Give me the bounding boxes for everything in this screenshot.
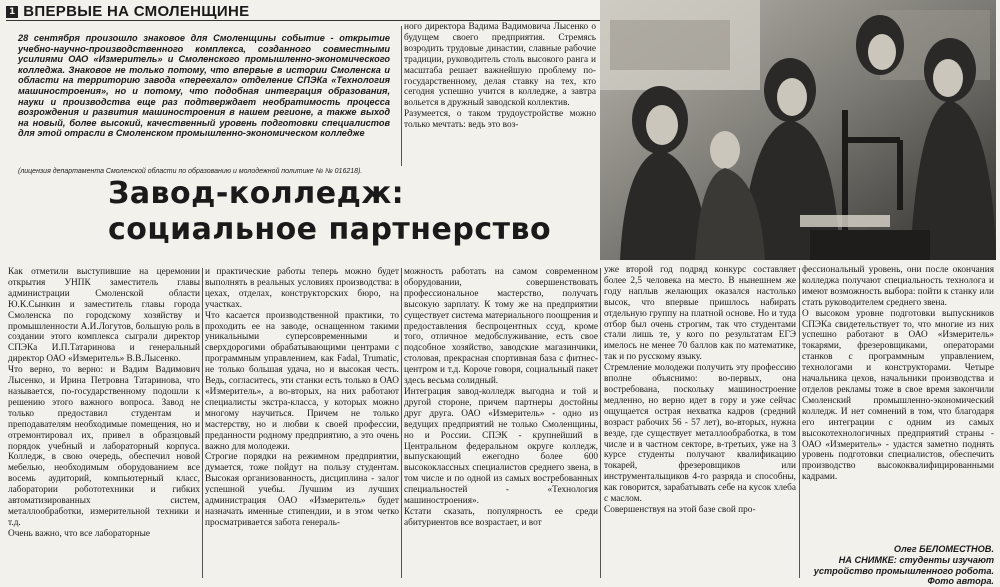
rubric-bar — [6, 3, 600, 21]
article-column-3: можность работать на самом современном оборудовании, совершенствовать профессиональное мастерство, получать высокую зарплату. К тому же на предприятии существует система материального поощрения и предоставления беспроцентных ссуд, кроме того, отличное медобслуживание, есть свое подсобное хозяйство, заводские магазинчики, столовая, прекрасная спортивная база с фитнес-центром и т.д. Короче говоря, социальный пакет здесь весьма солидный. Интеграция завод-колледж выгодна и той и другой стороне, причем партнеры достойны друг друга. ОАО «Измеритель» - одно из ведущих предприятий не только Смоленщины, но и России. СПЭК - крупнейший в Центральном федеральном округе колледж, выпускающий ежегодно более 600 высококлассных специалистов среднего звена, в том числе и по одной из самых востребованных специальностей - «Технология машиностроения». Кстати сказать, популярность ее среди абитуриентов все возрастает, и вот — [404, 267, 598, 528]
photo-credit: Фото автора. — [927, 576, 994, 587]
article-column-5: фессиональный уровень, они после окончания колледжа получают специальность технолога и имеют возможность выбора: пойти к станку или стать руководителем среднего звена. О высоком уровне подготовки выпускников СПЭКа свидетельствует то, что многие из них успешно работают в ОАО «Измеритель» токарями, фрезеровщиками, операторами станков с программным управлением, технологами и конструкторами. Четыре начальника цехов, начальники производства и отделов рекламы тоже в свое время закончили Смоленский промышленно-экономический колледж. И нет сомнений в том, что благодаря его интеграции с одним из самых высокотехнологичных предприятий страны - ОАО «Измеритель» - удастся заметно поднять уровень подготовки специалистов, обеспечить производство высококвалифицированными кадрами. — [802, 265, 994, 483]
article-signature — [778, 544, 994, 587]
license-note: (лицензия департамента Смоленской области по образованию и молодежной политике № № 016218). — [18, 168, 363, 175]
article-photo — [600, 0, 996, 260]
column-divider — [202, 268, 203, 578]
headline — [108, 176, 588, 248]
column-divider — [401, 268, 402, 578]
article-column-1: Как отметили выступившие на церемонии открытия УНПК заместитель главы администрации Смоленской области Ю.К.Сынкин и заместитель главы города Смоленска по городскому хозяйству и промышленности А.И.Логутов, большую роль в создании этого комплекса сыграли директор СПЭКа И.П.Татаринова и генеральный директор ОАО «Измеритель» В.В.Лысенко. Что верно, то верно: и Вадим Вадимович Лысенко, и Ирина Петровна Татаринова, что называется, по-государственному подошли к решению этого важного вопроса. Завод не только предоставил студентам и преподавателям необходимые помещения, но и отремонтировал их, привел в образцовый порядок учебный и лабораторный корпуса. Колледж, в свою очередь, обеспечил новой мебелью, необходимым оборудованием все восемь аудиторий, компьютерный класс, лаборатории робототехники и гибких автоматизированных систем, металлообработки, измерительной техники и т.д. Очень важно, что все лабораторные — [8, 267, 200, 539]
article-column-4: уже второй год подряд конкурс составляет более 2,5 человека на место. В нынешнем же году наплыв желающих оказался настолько высок, что впервые пришлось набирать отдельную группу на платной основе. Но и туда отбор был очень строгим, так что студентами стали лишь те, у кого по результатам ЕГЭ имелось не менее 70 баллов как по математике, так и по русскому языку. Стремление молодежи получить эту профессию вполне объяснимо: во-первых, она востребована, поскольку машиностроение медленно, но верно идет в гору и уже сейчас ощущается острая нехватка кадров (средний возраст рабочих 56 - 57 лет), во-вторых, нужна везде, где существует металлообработка, в том числе и в частном секторе, в-третьих, уже на 3 курсе студенты получают квалификацию токарей, фрезеровщиков или инструментальщиков 4-го разряда и способны, как говорится, зарабатывать себе на кусок хлеба с маслом. Совершенствуя на этой базе свой про- — [604, 265, 796, 515]
headline-line-1: Завод-колледж: — [108, 176, 405, 211]
lead-paragraph: 28 сентября произошло знаковое для Смоленщины событие - открытие учебно-научно-производственного комплекса, созданного совместными усилиями ОАО «Измеритель» и Смоленского промышленно-экономического колледжа. Знаковое не только потому, что впервые в истории Смоленска и области на территорию завода «переехало» отделение СПЭКа «Технология машиностроения», но и потому, что подобная интеграция образования, науки и производства еще раз подтверждает необратимость процесса возрождения и развития машиностроения в нашем регионе, а также выход на новый, более высокий, качественный уровень подготовки специалистов для этой отрасли в Смоленском промышленно-экономическом колледже — [18, 33, 390, 139]
column-divider — [401, 26, 402, 166]
photo-caption: НА СНИМКЕ: студенты изучают устройство промышленного робота. — [813, 554, 994, 576]
rubric-title: ВПЕРВЫЕ НА СМОЛЕНЩИНЕ — [23, 3, 250, 20]
headline-line-2: социальное партнерство — [108, 212, 552, 247]
article-top-column: ного директора Вадима Вадимовича Лысенко о будущем своего предприятия. Стремясь возродить трудовые династии, славные рабочие традиции, руководитель столь высокого ранга и масштаба решает важнейшую проблему по-государственному, делая ставку на тех, кто сегодня успешно учится в колледже, а завтра вольется в дружный заводской коллектив. Разумеется, о таком трудоустройстве можно только мечтать: ведь это воз- — [404, 22, 596, 131]
article-column-2: и практические работы теперь можно будет выполнять в реальных условиях производства: в цехах, отделах, конструкторских бюро, на участках. Что касается производственной практики, то проходить ее на заводе, оснащенном такими уникальными суперсовременными и сверхдорогими обрабатывающими центрами с программным управлением, как Fadal, Trumatic, не только большая удача, но и высокая честь. Ведь, согласитесь, эти станки есть только в ОАО «Измеритель», а во-вторых, на них работают специалисты экстра-класса, у которых можно многому научиться. Причем не только мастерству, но и любви к своей профессии, преданности родному предприятию, а это очень важно для молодежи. Строгие порядки на режимном предприятии, думается, тоже пойдут на пользу студентам. Высокая организованность, дисциплина - залог успешной учебы. Лучшим из лучших администрация ОАО «Измеритель» будет назначать именные стипендии, и в этом четко просматривается забота генераль- — [205, 267, 399, 528]
page-number: 1 — [6, 6, 18, 18]
students-robot-photo — [600, 0, 996, 260]
column-divider — [600, 268, 601, 578]
author-name: Олег БЕЛОМЕСТНОВ. — [893, 544, 994, 554]
column-divider — [799, 268, 800, 578]
